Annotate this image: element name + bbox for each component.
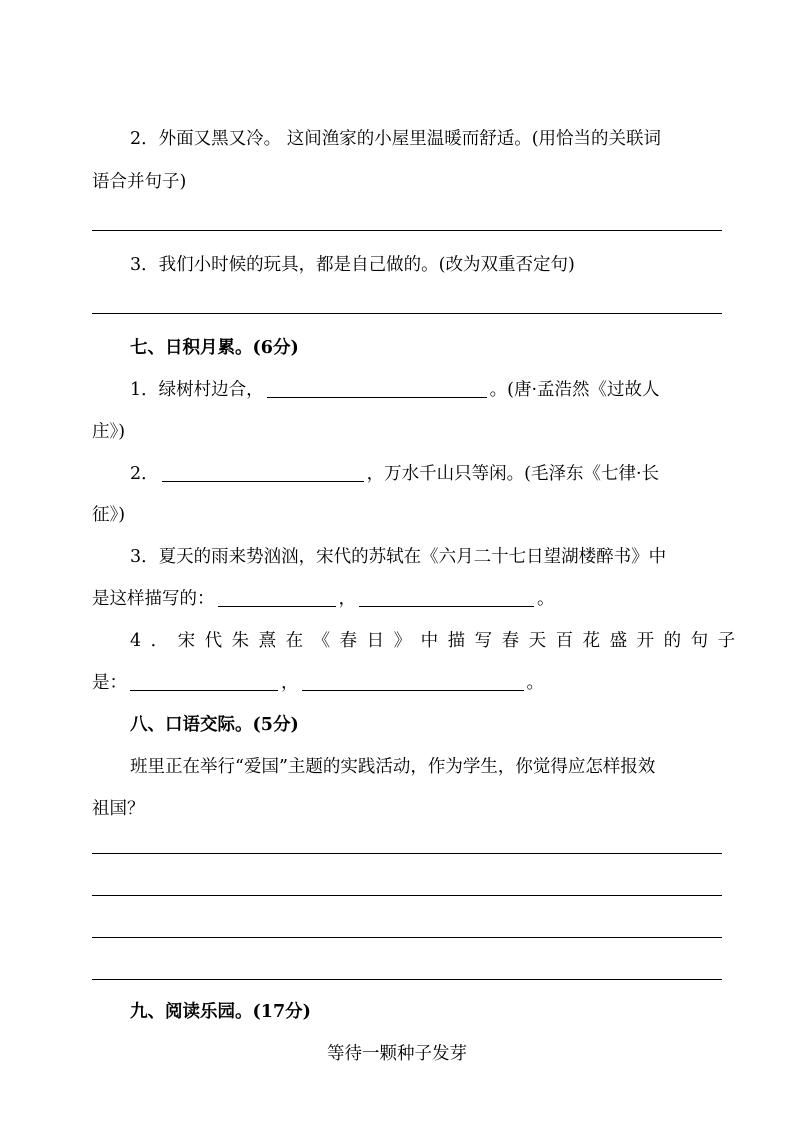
q8-prompt-line1: 班里正在举行“爱国”主题的实践活动，作为学生，你觉得应怎样报效 — [130, 757, 656, 777]
q7-item4-line1: 4．宋代朱熹在《春日》中描写春天百花盛开的句子 — [130, 631, 745, 651]
answer-line — [92, 853, 722, 854]
q7-item1-prefix: 1．绿树村边合， — [130, 380, 264, 400]
q7-item3-line1: 3．夏天的雨来势汹汹，宋代的苏轼在《六月二十七日望湖楼醉书》中 — [130, 547, 667, 567]
section-8-heading: 八、口语交际。(5分) — [130, 715, 299, 735]
q7-item3-prefix: 是这样描写的： — [92, 589, 215, 609]
q8-prompt-line2: 祖国？ — [92, 799, 145, 819]
q7-item4-mid: ， — [281, 673, 299, 693]
q6-item3: 3．我们小时候的玩具，都是自己做的。(改为双重否定句) — [130, 255, 575, 275]
q7-item4-end: 。 — [526, 673, 544, 693]
answer-line — [92, 979, 722, 980]
q7-item2-prefix: 2． — [130, 464, 159, 484]
q7-item4-line2 — [92, 671, 544, 695]
answer-line — [92, 895, 722, 896]
fill-blank[interactable] — [359, 588, 534, 607]
q6-item2-line2: 语合并句子) — [92, 172, 187, 192]
q7-item2-suffix: ，万水千山只等闲。(毛泽东《七律·长 — [366, 464, 660, 484]
q7-item2-cont: 征》) — [92, 505, 126, 525]
fill-blank[interactable] — [218, 588, 336, 607]
fill-blank[interactable] — [130, 672, 278, 691]
fill-blank[interactable] — [267, 379, 487, 398]
q7-item4-prefix: 是： — [92, 673, 127, 693]
q7-item3-mid: ， — [338, 589, 356, 609]
q7-item1-cont: 庄》) — [92, 422, 126, 442]
answer-line — [92, 937, 722, 938]
fill-blank[interactable] — [162, 463, 364, 482]
passage-title: 等待一颗种子发芽 — [327, 1044, 467, 1064]
q7-item2 — [130, 462, 659, 486]
answer-line — [92, 313, 722, 314]
answer-line — [92, 230, 722, 231]
section-9-heading: 九、阅读乐园。(17分) — [130, 1002, 311, 1022]
q7-item1-suffix: 。(唐·孟浩然《过故人 — [489, 380, 660, 400]
q7-item3-end: 。 — [537, 589, 555, 609]
q6-item2-line1: 2．外面又黑又冷。 这间渔家的小屋里温暖而舒适。(用恰当的关联词 — [130, 129, 662, 149]
fill-blank[interactable] — [302, 672, 524, 691]
q7-item3-line2 — [92, 587, 555, 611]
q7-item1 — [130, 378, 660, 402]
section-7-heading: 七、日积月累。(6分) — [130, 338, 299, 358]
